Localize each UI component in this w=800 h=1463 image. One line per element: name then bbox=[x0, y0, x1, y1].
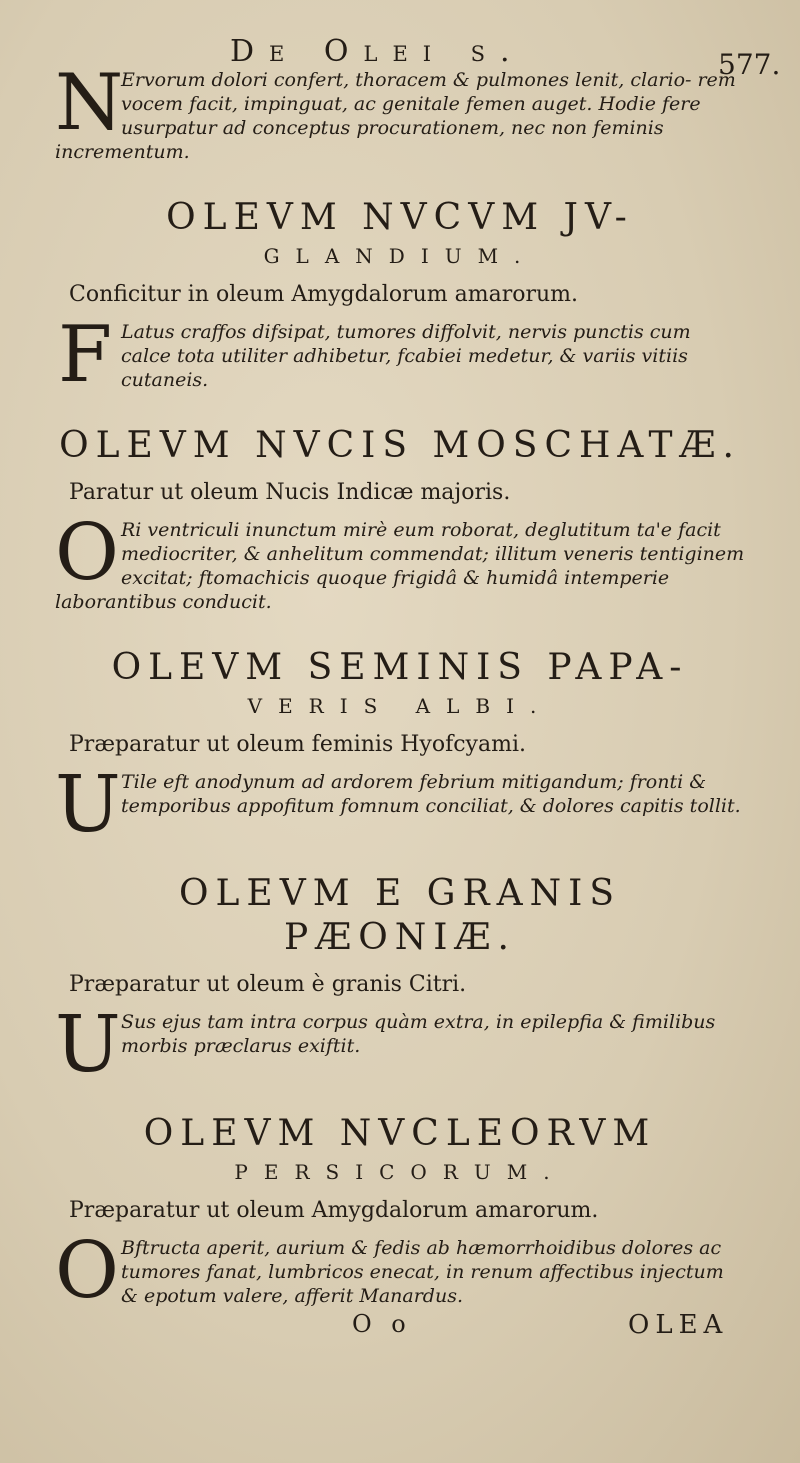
dropcap: F bbox=[57, 310, 113, 400]
section-oleum-nucum-juglandium bbox=[55, 196, 745, 400]
section-title: OLEVM NVCIS MOSCHATÆ. bbox=[59, 425, 741, 466]
paragraph-text: Latus craffos difsipat, tumores diffolvit, nervis punctis cum calce tota utiliter adhibetur, fcabiei medetur, & variis vitiis cutaneis. bbox=[121, 321, 691, 391]
paragraph-text: Tile eft anodynum ad ardorem febrium mitigandum; fronti & temporibus appofitum fomnum conciliat, & dolores capitis tollit. bbox=[121, 771, 741, 817]
section-subtitle: PERSICORUM. bbox=[234, 1160, 566, 1184]
page-number: 577. bbox=[718, 48, 781, 81]
page-footer bbox=[0, 1310, 800, 1350]
recipe-line: Conficitur in oleum Amygdalorum amarorum. bbox=[69, 282, 578, 307]
section-subtitle: GLANDIUM. bbox=[263, 244, 537, 268]
paragraph-text: Ervorum dolori confert, thoracem & pulmones lenit, clario- rem vocem facit, impinguat, ac genitale femen auget. Hodie fere usurpatur ad conceptus procurationem, nec non feminis incrementum. bbox=[55, 69, 736, 163]
running-title: De Olei s. bbox=[230, 34, 525, 69]
dropcap: O bbox=[55, 1226, 119, 1316]
section-title: OLEVM NVCLEORVM bbox=[143, 1113, 657, 1154]
paragraph-text: Bftructa aperit, aurium & fedis ab hæmorrhoidibus dolores ac tumores fanat, lumbricos enecat, in renum affectibus injectum & epotum valere, afferit Manardus. bbox=[121, 1237, 724, 1307]
catchword: OLEA bbox=[628, 1310, 729, 1340]
section-oleum-nucleorum-persicorum bbox=[55, 1112, 745, 1316]
dropcap: U bbox=[55, 1000, 121, 1090]
intro-paragraph bbox=[55, 58, 745, 164]
signature-mark: O o bbox=[352, 1310, 412, 1338]
page-body bbox=[55, 58, 745, 1316]
section-paragraph bbox=[55, 310, 745, 400]
section-subtitle: VERIS ALBI. bbox=[247, 694, 553, 718]
recipe-line: Præparatur ut oleum Amygdalorum amarorum. bbox=[69, 1198, 599, 1223]
dropcap: N bbox=[55, 58, 124, 148]
section-oleum-granis-paeoniae bbox=[55, 872, 745, 1090]
section-oleum-nucis-moschatae bbox=[55, 424, 745, 614]
dropcap: O bbox=[55, 508, 119, 598]
paragraph-text: Ri ventriculi inunctum mirè eum roborat, deglutitum ta'e facit mediocriter, & anhelitum commendat; illitum veneris tentiginem excitat; ftomachicis quoque frigidâ & humidâ intemperie laborantibus conducit. bbox=[55, 519, 745, 613]
section-title: OLEVM E GRANIS PÆONIÆ. bbox=[179, 873, 621, 958]
section-paragraph bbox=[55, 1226, 745, 1316]
section-oleum-seminis-papaveris bbox=[55, 646, 745, 850]
section-paragraph bbox=[55, 508, 745, 614]
section-paragraph bbox=[55, 760, 745, 850]
section-title: OLEVM SEMINIS PAPA- bbox=[111, 647, 689, 688]
paragraph-text: Sus ejus tam intra corpus quàm extra, in epilepfia & fimilibus morbis præclarus exiftit. bbox=[121, 1011, 716, 1057]
recipe-line: Paratur ut oleum Nucis Indicæ majoris. bbox=[69, 480, 511, 505]
section-paragraph bbox=[55, 1000, 745, 1090]
dropcap: U bbox=[55, 760, 121, 850]
recipe-line: Præparatur ut oleum è granis Citri. bbox=[69, 972, 467, 997]
recipe-line: Præparatur ut oleum feminis Hyofcyami. bbox=[69, 732, 526, 757]
section-title: OLEVM NVCVM JV- bbox=[166, 197, 634, 238]
